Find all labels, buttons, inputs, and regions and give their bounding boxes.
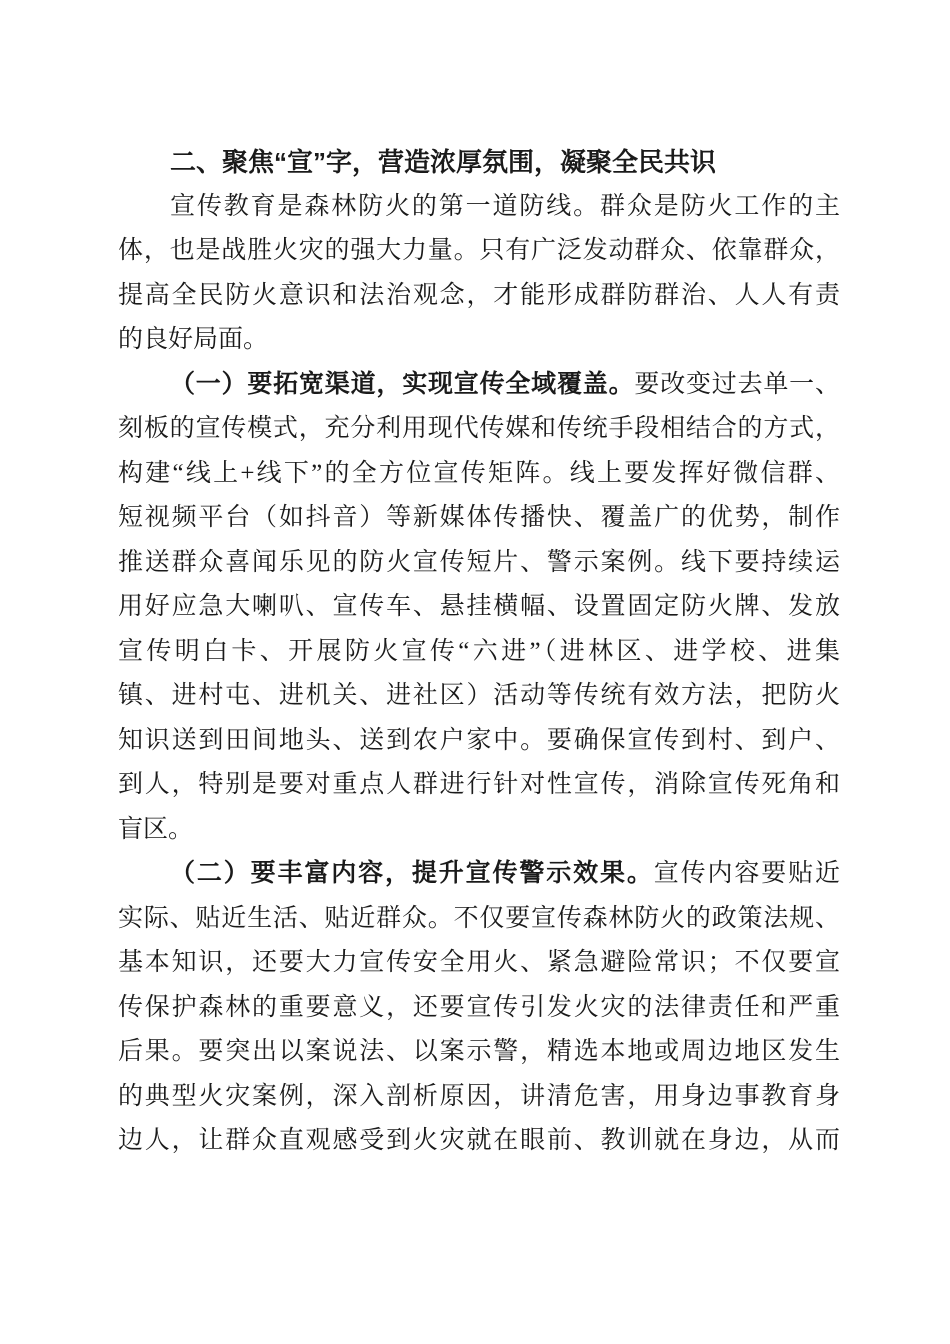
text-segment: 的典型火灾案例，深入剖析原因，讲清危害，用身边事教育身 [118, 1082, 840, 1110]
text-segment: 实际、贴近生活、贴近群众。不仅要宣传森林防火的政策法规、 [118, 904, 840, 932]
text-segment: 边人，让群众直观感受到火灾就在眼前、教训就在身边，从而 [118, 1127, 840, 1154]
text-line [118, 496, 840, 541]
text-line [118, 452, 840, 497]
text-segment: 宣传内容要贴近 [653, 860, 840, 887]
text-line [118, 585, 840, 630]
text-segment: 要改变过去单一、 [634, 370, 840, 398]
text-line [118, 1030, 840, 1075]
text-segment: 盲区。 [118, 815, 194, 843]
text-line [118, 185, 840, 230]
bold-text-segment: 二、聚焦“宣”字，营造浓厚氛围，凝聚全民共识 [170, 147, 717, 177]
text-block [118, 140, 840, 1164]
text-segment: 构建“线上+线下”的全方位宣传矩阵。线上要发挥好微信群、 [118, 459, 840, 487]
text-line [118, 986, 840, 1031]
text-segment: 宣传教育是森林防火的第一道防线。群众是防火工作的主 [170, 192, 840, 220]
text-segment: 到人，特别是要对重点人群进行针对性宣传，消除宣传死角和 [118, 771, 840, 798]
text-segment: 刻板的宣传模式，充分利用现代传媒和传统手段相结合的方式， [118, 415, 840, 442]
text-line [118, 630, 840, 675]
text-segment: 体，也是战胜火灾的强大力量。只有广泛发动群众、依靠群众， [118, 237, 840, 264]
text-line [118, 318, 840, 363]
text-line [118, 541, 840, 586]
text-segment: 知识送到田间地头、送到农户家中。要确保宣传到村、到户、 [118, 726, 840, 754]
text-segment: 短视频平台（如抖音）等新媒体传播快、覆盖广的优势，制作 [118, 504, 840, 531]
text-segment: 用好应急大喇叭、宣传车、悬挂横幅、设置固定防火牌、发放 [118, 593, 840, 620]
text-line [118, 763, 840, 808]
text-segment: 镇、进村屯、进机关、进社区）活动等传统有效方法，把防火 [118, 682, 840, 709]
bold-text-segment: （二）要丰富内容，提升宣传警示效果。 [170, 860, 654, 887]
text-segment: 后果。要突出以案说法、以案示警，精选本地或周边地区发生 [118, 1038, 840, 1065]
text-segment: 的良好局面。 [118, 326, 269, 353]
text-line [118, 719, 840, 764]
text-segment: 宣传明白卡、开展防火宣传“六进”（进林区、进学校、进集 [118, 637, 840, 665]
text-line [118, 1075, 840, 1120]
text-segment: 传保护森林的重要意义，还要宣传引发火灾的法律责任和严重 [118, 993, 840, 1021]
section-heading [118, 140, 840, 185]
text-line [118, 674, 840, 719]
text-line [118, 852, 840, 897]
text-line [118, 407, 840, 452]
text-line [118, 897, 840, 942]
text-segment: 基本知识，还要大力宣传安全用火、紧急避险常识；不仅要宣 [118, 949, 840, 976]
text-line [118, 941, 840, 986]
bold-text-segment: （一）要拓宽渠道，实现宣传全域覆盖。 [170, 370, 635, 398]
text-line [118, 363, 840, 408]
text-line [118, 229, 840, 274]
text-line [118, 808, 840, 853]
text-segment: 推送群众喜闻乐见的防火宣传短片、警示案例。线下要持续运 [118, 548, 840, 576]
text-segment: 提高全民防火意识和法治观念，才能形成群防群治、人人有责 [118, 281, 840, 309]
text-line [118, 1119, 840, 1164]
text-line [118, 274, 840, 319]
